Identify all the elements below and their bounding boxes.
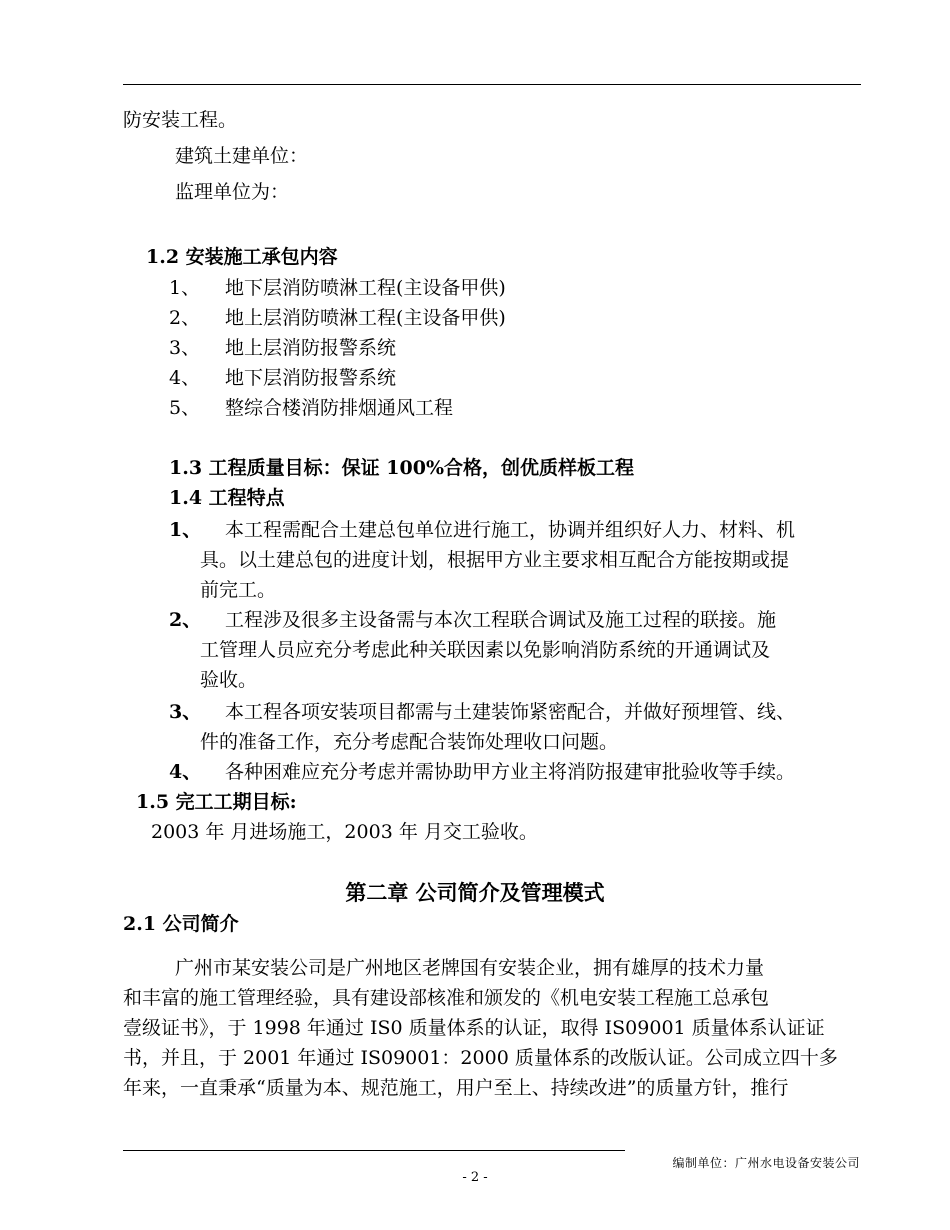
page-number: - 2 - (462, 1170, 488, 1185)
feature-item-number: 2、 (169, 609, 202, 631)
intro-line-1: 防安装工程。 (123, 109, 238, 131)
feature-item-line: 本工程各项安装项目都需与土建装饰紧密配合，并做好预埋管、线、 (225, 701, 796, 723)
list-item-number: 2、 (169, 307, 201, 329)
feature-item-line: 各种困难应充分考虑并需协助甲方业主将消防报建审批验收等手续。 (225, 761, 796, 783)
section-1-2-heading: 1.2 安装施工承包内容 (146, 246, 338, 268)
section-1-3-heading: 1.3 工程质量目标：保证 100%合格，创优质样板工程 (169, 457, 635, 479)
list-item: 地下层消防报警系统 (225, 367, 397, 389)
list-item-number: 1、 (169, 277, 201, 299)
feature-item-line: 本工程需配合土建总包单位进行施工，协调并组织好人力、材料、机 (225, 519, 796, 541)
feature-item-number: 1、 (169, 519, 202, 541)
list-item: 整综合楼消防排烟通风工程 (225, 397, 454, 419)
company-intro-line: 广州市某安装公司是广州地区老牌国有安装企业，拥有雄厚的技术力量 (175, 957, 765, 979)
section-1-4-heading: 1.4 工程特点 (169, 487, 285, 509)
list-item-number: 3、 (169, 337, 201, 359)
feature-item-line: 前完工。 (200, 579, 277, 601)
feature-item-line: 件的准备工作，充分考虑配合装饰处理收口问题。 (200, 731, 619, 753)
schedule-text: 2003 年 月进场施工，2003 年 月交工验收。 (151, 821, 538, 843)
feature-item-number: 3、 (169, 701, 202, 723)
feature-item-line: 工管理人员应充分考虑此种关联因素以免影响消防系统的开通调试及 (200, 639, 771, 661)
section-1-5-heading: 1.5 完工工期目标: (136, 791, 297, 813)
list-item-number: 4、 (169, 367, 201, 389)
intro-supervision-unit: 监理单位为： (175, 181, 290, 203)
section-2-1-heading: 2.1 公司简介 (123, 913, 239, 935)
feature-item-line: 具。以土建总包的进度计划，根据甲方业主要求相互配合方能按期或提 (200, 549, 790, 571)
footer-rule (123, 1150, 625, 1151)
chapter-title: 第二章 公司简介及管理模式 (345, 880, 605, 905)
intro-construction-unit: 建筑土建单位： (175, 145, 309, 167)
list-item-number: 5、 (169, 397, 201, 419)
feature-item-line: 验收。 (200, 669, 258, 691)
list-item: 地上层消防喷淋工程(主设备甲供) (225, 307, 506, 329)
company-intro-line: 和丰富的施工管理经验，具有建设部核准和颁发的《机电安装工程施工总承包 (123, 987, 770, 1009)
feature-item-line: 工程涉及很多主设备需与本次工程联合调试及施工过程的联接。施 (225, 609, 777, 631)
list-item: 地上层消防报警系统 (225, 337, 397, 359)
list-item: 地下层消防喷淋工程(主设备甲供) (225, 277, 506, 299)
header-rule (123, 84, 861, 85)
company-intro-line: 壹级证书》，于 1998 年通过 IS0 质量体系的认证，取得 IS09001 质量体系认证证 (123, 1017, 825, 1039)
company-intro-line: 书，并且，于 2001 年通过 IS09001：2000 质量体系的改版认证。公司成立四十多 (123, 1047, 838, 1069)
feature-item-number: 4、 (169, 761, 202, 783)
company-intro-line: 年来，一直秉承“质量为本、规范施工，用户至上、持续改进”的质量方针，推行 (123, 1077, 789, 1099)
footer-organization: 编制单位：广州水电设备安装公司 (672, 1156, 860, 1170)
